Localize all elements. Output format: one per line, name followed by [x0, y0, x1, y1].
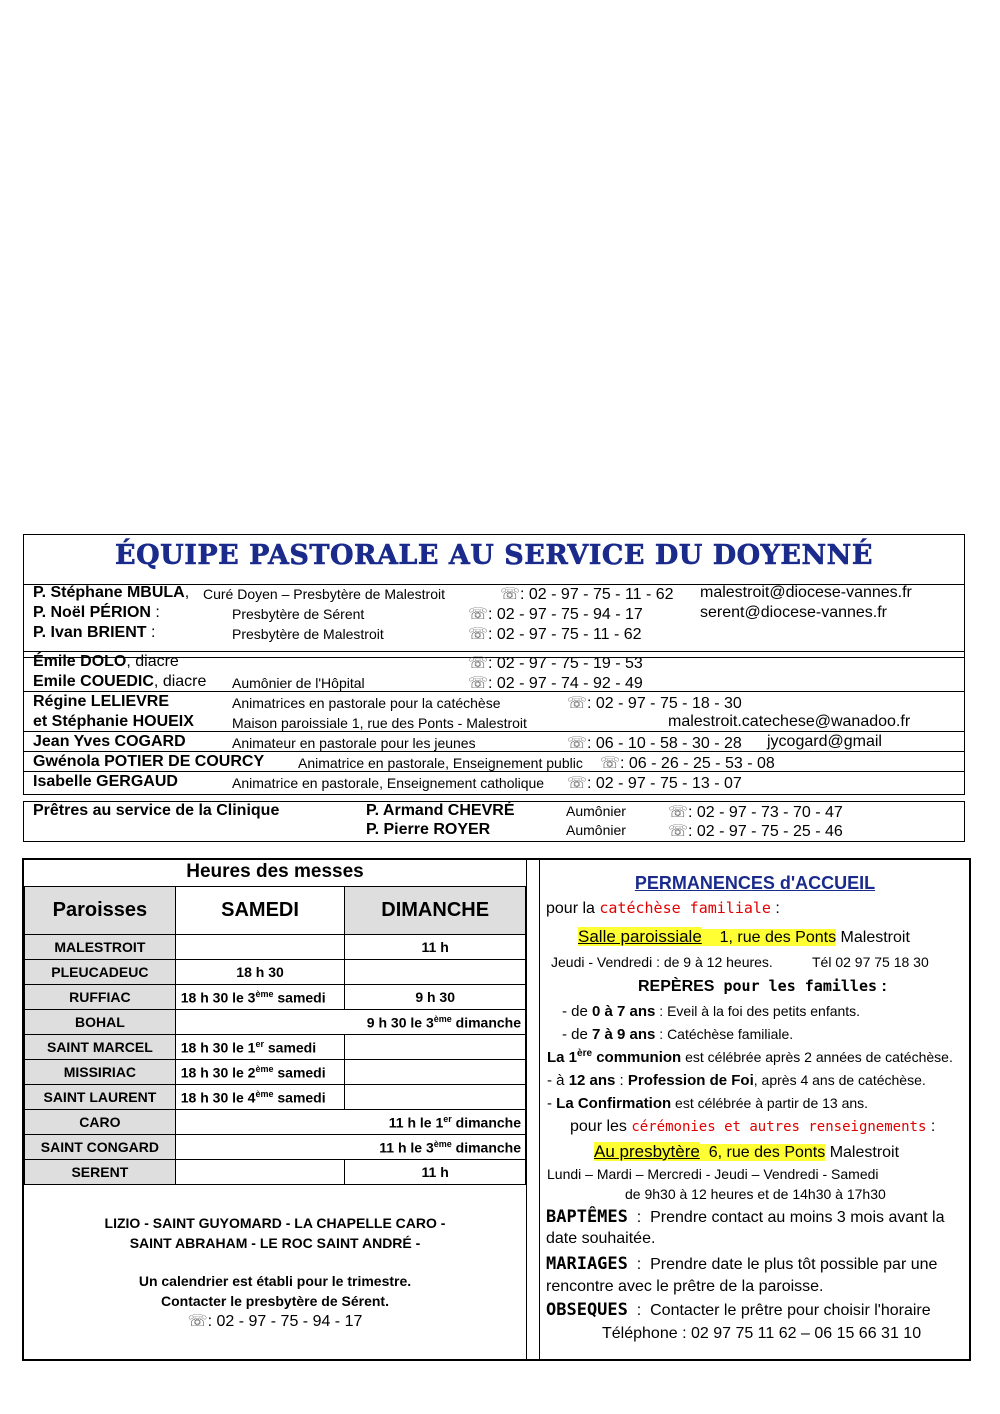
repere-line: La 1ère communion est célébrée après 2 années de catéchèse. — [547, 1048, 953, 1066]
sunday-time — [345, 1085, 526, 1110]
saturday-time: 18 h 30 le 4ème samedi — [175, 1085, 345, 1110]
phone-icon: ☏ — [468, 626, 489, 643]
clinic-priest-name: P. Pierre ROYER — [366, 821, 491, 838]
mariages-line: MARIAGES : Prendre date le plus tôt possible par une — [546, 1254, 938, 1274]
column-divider — [526, 858, 527, 1361]
phone-icon: ☏ — [567, 775, 588, 792]
team-member-role: Presbytère de Malestroit — [232, 626, 384, 642]
obseques-line: OBSEQUES : Contacter le prêtre pour choisir l'horaire — [546, 1300, 931, 1320]
member-suffix: : — [150, 604, 160, 621]
phone-number: : 02 - 97 - 75 - 11 - 62 — [488, 626, 642, 643]
member-suffix: , diacre — [126, 653, 179, 670]
team-member-role: Animatrices en pastorale pour la catéchèse — [232, 695, 501, 711]
mass-row — [25, 985, 526, 1010]
salle-line: Salle paroissiale 1, rue des Ponts Malestroit — [578, 927, 910, 946]
salle-label: Salle paroissiale — [578, 927, 702, 946]
repere-line: - La Confirmation est célébrée à partir de 13 ans. — [547, 1095, 869, 1112]
clinic-label: Prêtres au service de la Clinique — [33, 802, 280, 819]
header-samedi: SAMEDI — [175, 887, 345, 935]
team-member-phone — [567, 773, 742, 793]
saturday-time: 18 h 30 le 1er samedi — [175, 1035, 345, 1060]
team-member-name — [33, 673, 206, 691]
parish-name: MALESTROIT — [25, 935, 176, 960]
parish-name: SAINT LAURENT — [25, 1085, 176, 1110]
masses-note: SAINT ABRAHAM - LE ROC SAINT ANDRÉ - — [129, 1235, 421, 1251]
mass-row — [25, 1135, 526, 1160]
masses-phone: ☏: 02 - 97 - 75 - 94 - 17 — [187, 1313, 363, 1330]
member-name-bold: P. Ivan BRIENT — [33, 624, 147, 641]
ceremonies-line: pour les cérémonies et autres renseignements : — [570, 1118, 936, 1135]
mass-row — [25, 1160, 526, 1185]
team-member-name — [33, 713, 194, 731]
saturday-time: 18 h 30 — [175, 960, 345, 985]
phone-number: : 02 - 97 - 75 - 11 - 62 — [520, 586, 674, 603]
sunday-time — [345, 1035, 526, 1060]
baptemes-line: BAPTÊMES : Prendre contact au moins 3 mois avant la — [546, 1207, 945, 1227]
phone-icon: ☏ — [500, 586, 521, 603]
member-name-bold: et Stéphanie HOUEIX — [33, 713, 194, 730]
team-member-role: Animatrice en pastorale, Enseignement public — [298, 755, 583, 771]
repere-line: - de 7 à 9 ans : Catéchèse familiale. — [562, 1026, 794, 1043]
catechese-line: pour la catéchèse familiale : — [546, 899, 780, 917]
team-member-name — [33, 604, 160, 622]
clinic-priest-name: P. Armand CHEVRÉ — [366, 802, 515, 819]
masses-note: Contacter le presbytère de Sérent. — [161, 1293, 389, 1309]
team-member-role: Animateur en pastorale pour les jeunes — [232, 735, 476, 751]
phone-number: : 02 - 97 - 75 - 94 - 17 — [488, 606, 643, 623]
phone-icon: ☏ — [567, 735, 588, 752]
reperes-heading: REPÈRES pour les familles : — [638, 977, 887, 995]
phone-number: : 02 - 97 - 74 - 92 - 49 — [488, 675, 643, 692]
member-name-bold: Régine LELIEVRE — [33, 693, 170, 710]
presbytere-label: Au presbytère — [594, 1142, 700, 1161]
ordinal-suffix: er — [443, 1113, 452, 1124]
mass-row — [25, 935, 526, 960]
team-member-phone — [567, 693, 742, 713]
team-member-phone — [500, 584, 674, 604]
sunday-time: 11 h — [345, 935, 526, 960]
ordinal-suffix: ème — [433, 1013, 452, 1024]
team-member-email: malestroit@diocese-vannes.fr — [700, 584, 912, 601]
ordinal-suffix: ème — [433, 1138, 452, 1149]
phone-icon: ☏ — [567, 695, 588, 712]
member-name-bold: P. Noël PÉRION — [33, 604, 151, 621]
ordinal-suffix: er — [255, 1038, 264, 1049]
parish-name: RUFFIAC — [25, 985, 176, 1010]
mass-row — [25, 1085, 526, 1110]
team-member-role: Curé Doyen – Presbytère de Malestroit — [203, 586, 445, 602]
masses-table-bottom — [24, 1184, 526, 1185]
member-suffix: , — [184, 584, 190, 601]
clinic-priest-phone: ☏: 02 - 97 - 73 - 70 - 47 — [668, 804, 843, 821]
accueil-title: PERMANENCES d'ACCUEIL — [634, 873, 876, 893]
masses-title: Heures des messes — [186, 861, 364, 882]
mass-row — [25, 1010, 526, 1035]
team-member-email: malestroit.catechese@wanadoo.fr — [668, 713, 911, 730]
obseques-phone: Téléphone : 02 97 75 11 62 – 06 15 66 31 10 — [602, 1325, 922, 1342]
presbytere-hours: de 9h30 à 12 heures et de 14h30 à 17h30 — [625, 1186, 886, 1202]
member-name-bold: Émile DOLO — [33, 653, 127, 670]
member-name-bold: Gwénola POTIER DE COURCY — [33, 753, 265, 770]
team-member-phone — [468, 624, 642, 644]
mass-row — [25, 1110, 526, 1135]
phone-icon: ☏ — [600, 755, 621, 772]
team-member-email: jycogard@gmail — [767, 733, 882, 750]
phone-icon: ☏ — [668, 804, 689, 821]
salle-hours: Jeudi - Vendredi : de 9 à 12 heures. — [551, 954, 773, 970]
team-member-role: Animatrice en pastorale, Enseignement catholique — [232, 775, 545, 791]
parish-name: CARO — [25, 1110, 176, 1135]
mass-row — [25, 960, 526, 985]
parish-name: SERENT — [25, 1160, 176, 1185]
saturday-time — [175, 1160, 345, 1185]
presbytere-line: Au presbytère 6, rue des Ponts Malestroit — [594, 1142, 900, 1161]
parish-name: PLEUCADEUC — [25, 960, 176, 985]
member-name-bold: Jean Yves COGARD — [33, 733, 186, 750]
sunday-time: 9 h 30 — [345, 985, 526, 1010]
phone-icon: ☏ — [468, 675, 489, 692]
mass-row — [25, 1035, 526, 1060]
header-dimanche: DIMANCHE — [345, 887, 526, 935]
phone-icon: ☏ — [468, 655, 489, 672]
phone-icon: ☏ — [468, 606, 489, 623]
mass-time-merged: 9 h 30 le 3ème dimanche — [175, 1010, 525, 1035]
team-member-phone — [468, 673, 643, 693]
mass-time-merged: 11 h le 3ème dimanche — [175, 1135, 525, 1160]
team-member-name — [33, 653, 179, 671]
phone-icon: ☏ — [187, 1313, 208, 1330]
team-member-name — [33, 584, 189, 602]
salle-tel: Tél 02 97 75 18 30 — [812, 954, 929, 970]
ordinal-suffix: ème — [255, 988, 274, 999]
mariages-line2: rencontre avec le prêtre de la paroisse. — [546, 1278, 824, 1295]
team-member-name — [33, 753, 264, 771]
repere-line: - à 12 ans : Profession de Foi, après 4 ans de catéchèse. — [547, 1072, 926, 1089]
team-member-name — [33, 733, 186, 751]
masses-table — [24, 886, 526, 1185]
parish-name: SAINT MARCEL — [25, 1035, 176, 1060]
team-member-email: serent@diocese-vannes.fr — [700, 604, 887, 621]
clinic-priest-phone: ☏: 02 - 97 - 75 - 25 - 46 — [668, 823, 843, 840]
sunday-time — [345, 960, 526, 985]
parish-name: SAINT CONGARD — [25, 1135, 176, 1160]
team-title: ÉQUIPE PASTORALE AU SERVICE DU DOYENNÉ — [115, 540, 873, 571]
team-member-role: Presbytère de Sérent — [232, 606, 365, 622]
mass-time-merged: 11 h le 1er dimanche — [175, 1110, 525, 1135]
team-member-name — [33, 693, 169, 711]
member-name-bold: Isabelle GERGAUD — [33, 773, 178, 790]
column-divider — [539, 858, 540, 1361]
parish-name: BOHAL — [25, 1010, 176, 1035]
sunday-time: 11 h — [345, 1160, 526, 1185]
ordinal-suffix: ème — [255, 1063, 274, 1074]
member-name-bold: P. Stéphane MBULA — [33, 584, 185, 601]
team-member-phone — [468, 604, 643, 624]
saturday-time: 18 h 30 le 2ème samedi — [175, 1060, 345, 1085]
team-member-name — [33, 624, 155, 642]
member-suffix: , diacre — [153, 673, 207, 690]
mass-row — [25, 1060, 526, 1085]
phone-number: : 02 - 97 - 75 - 13 - 07 — [587, 775, 742, 792]
clinic-priest-role: Aumônier — [566, 822, 626, 838]
phone-number: : 06 - 10 - 58 - 30 - 28 — [587, 735, 742, 752]
phone-number: : 02 - 97 - 75 - 18 - 30 — [587, 695, 742, 712]
team-member-role: Maison paroissiale 1, rue des Ponts - Malestroit — [232, 715, 527, 731]
member-name-bold: Emile COUEDIC — [33, 673, 154, 690]
member-suffix: : — [146, 624, 156, 641]
baptemes-line2: date souhaitée. — [546, 1230, 656, 1247]
saturday-time — [175, 935, 345, 960]
phone-number: : 06 - 26 - 25 - 53 - 08 — [620, 755, 775, 772]
presbytere-days: Lundi – Mardi – Mercredi - Jeudi – Vendredi - Samedi — [547, 1166, 879, 1182]
phone-number: : 02 - 97 - 75 - 19 - 53 — [488, 655, 643, 672]
team-member-phone — [600, 753, 775, 773]
ordinal-suffix: ème — [255, 1088, 274, 1099]
header-paroisses: Paroisses — [25, 887, 176, 935]
team-member-phone — [468, 653, 643, 673]
team-member-phone — [567, 733, 742, 753]
team-member-name — [33, 773, 178, 791]
masses-note: LIZIO - SAINT GUYOMARD - LA CHAPELLE CARO - — [104, 1215, 446, 1231]
saturday-time: 18 h 30 le 3ème samedi — [175, 985, 345, 1010]
clinic-priest-role: Aumônier — [566, 803, 626, 819]
masses-note: Un calendrier est établi pour le trimestre. — [138, 1273, 412, 1289]
team-member-role: Aumônier de l'Hôpital — [232, 675, 365, 691]
repere-line: - de 0 à 7 ans : Eveil à la foi des petits enfants. — [562, 1003, 861, 1020]
phone-icon: ☏ — [668, 823, 689, 840]
sunday-time — [345, 1060, 526, 1085]
parish-name: MISSIRIAC — [25, 1060, 176, 1085]
